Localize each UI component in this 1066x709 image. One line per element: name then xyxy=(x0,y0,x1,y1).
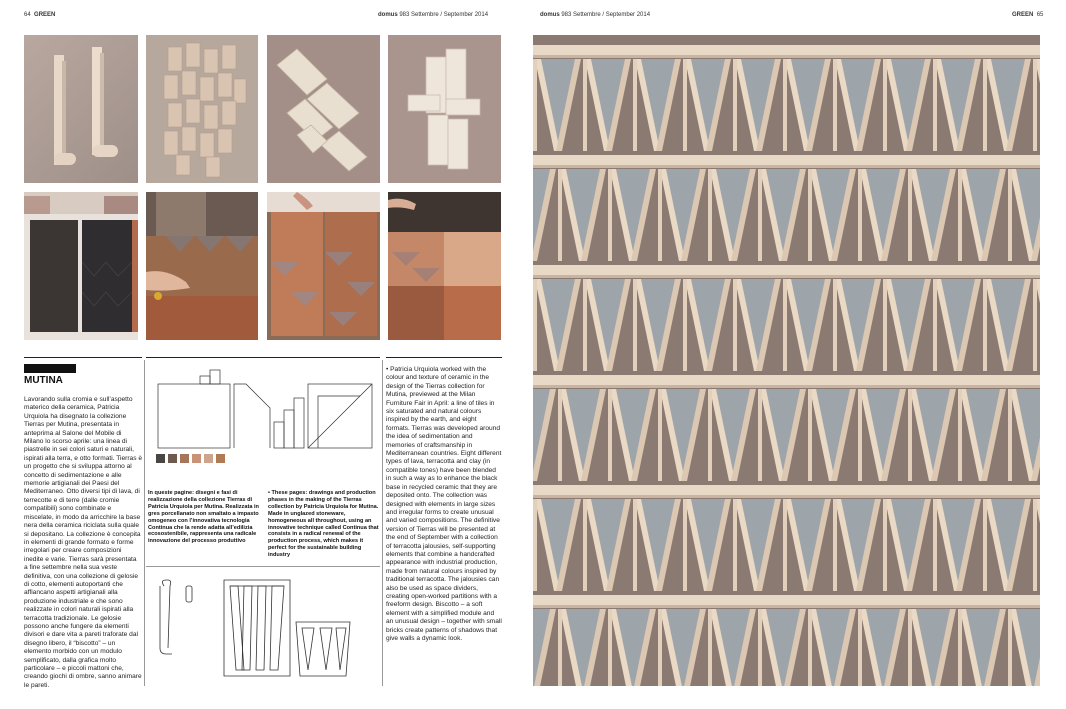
photo-jalousie-wall xyxy=(533,35,1040,686)
english-body-text: • Patricia Urquiola worked with the colour and texture of ceramic in the design of the Tierras collection for Mutina, previewed at the Milan Furniture Fair in April: a line of tiles in six saturated and natural colours inspired by the earth, and eight formats. Tierras was developed around the idea of sedimentation and memories of craftsmanship in Mediterranean countries. Eight different types of lava, terracotta and clay (in compatible tones) have been blended in such a way as to enhance the black base in recycled ceramic that they are deposited onto. The collection was designed with elements in large sizes and irregular forms to create unusual and varied compositions. The definitive version of Tierras will be presented at the end of September with a collection of terracotta jalousies, self-supporting elements that combine a handcrafted appearance with industrial production, made from natural colours inspired by traditional terracotta. The jalousies can also be used as space dividers, creating open-worked partitions with a freeform design. Biscotto – a soft element with a simplified module and an unusual design – together with small bricks create patterns of shadows that give walls a dynamic look. xyxy=(386,366,502,642)
right-page-header xyxy=(1012,12,1043,18)
color-swatch-3 xyxy=(180,454,189,463)
color-swatch-4 xyxy=(192,454,201,463)
column-divider-2 xyxy=(382,360,383,686)
caption-italian: In queste pagine: disegni e fasi di realizzazione della collezione Tierras di Patricia Urquiola per Mutina. Realizzata in gres porcellanato non smaltato a impasto omogeneo con l’innovativa tecnologia Continua che la rende adatta all’edilizia ecosostenibile, rappresenta una radicale innovazione del processo produttivo xyxy=(148,490,259,545)
photo-brick-wall xyxy=(146,35,258,183)
photo-dark-tiles xyxy=(24,192,138,340)
color-swatch-1 xyxy=(156,454,165,463)
photo-terracotta-tiles-hand xyxy=(146,192,258,340)
drawing-jalousie-elements xyxy=(150,572,376,684)
column-divider-1 xyxy=(144,360,145,686)
brand-heading: MUTINA xyxy=(24,375,63,386)
magazine-name-left: domus xyxy=(378,12,398,18)
rule-col3 xyxy=(386,357,502,358)
issue-info-left: 983 Settembre / September 2014 xyxy=(399,12,489,18)
rule-col1 xyxy=(24,357,142,358)
color-swatch-6 xyxy=(216,454,225,463)
color-swatch-2 xyxy=(168,454,177,463)
italian-body-text: Lavorando sulla cromia e sull’aspetto materico della ceramica, Patricia Urquiola ha disegnato la collezione Tierras per Mutina, presentata in anteprima al Salone del Mobile di Milano lo scorso aprile: una linea di piastrelle in sei colori saturi e naturali, ispirati alla terra, e otto formati. Tierras è un progetto che si sviluppa attorno al concetto di sedimentazione e alle memorie artigianali dei Paesi del Mediterraneo. Otto diversi tipi di lava, di terrecotte e di terre (dalle cromie compatibili) sono combinate e miscelate, in modo da arricchire la base nera della ceramica riciclata sulla quale si depositano. La collezione è concepita in elementi di grande formato e forme irregolari per creare composizioni inedite e varie. Tierras sarà presentata a fine settembre nella sua veste definitiva, con una collezione di gelosie di cotto, elementi autoportanti che affiancano aspetti artigianali alla produzione industriale e che sono realizzate in colori naturali ispirati alla terracotta tradizionale. Le gelosie possono anche fungere da elementi divisori e dare vita a pareti traforate dal disegno libero, il “biscotto” – un elemento morbido con un modulo semplificato, dalla grafica molto particolare – e piccoli mattoni che, creando giochi di ombre, sanno animare le pareti. xyxy=(24,396,142,689)
left-page-header xyxy=(24,12,55,18)
magazine-name-right: domus xyxy=(540,12,560,18)
brand-bar xyxy=(24,364,76,373)
left-section-label: GREEN xyxy=(34,12,56,18)
photo-stacked-blocks xyxy=(388,35,501,183)
issue-info-right: 983 Settembre / September 2014 xyxy=(561,12,651,18)
photo-geometric-tiles xyxy=(267,192,380,340)
photo-tile-pieces xyxy=(267,35,380,183)
left-issue-header xyxy=(378,12,488,18)
caption-english: • These pages: drawings and production phases in the making of the Tierras collection by Patricia Urquiola for Mutina. Made in unglazed stoneware, homogeneous all throughout, using an innovative technique called Continua that consists in a radical renewal of the production process, which makes it perfect for the sustainable building industry xyxy=(268,490,379,559)
photo-tile-samples xyxy=(388,192,501,340)
rule-caption xyxy=(146,566,380,567)
left-page-number: 64 xyxy=(24,12,31,18)
right-issue-header xyxy=(540,12,650,18)
drawing-tile-formats xyxy=(150,362,376,452)
right-page-number: 65 xyxy=(1036,12,1044,18)
rule-col2 xyxy=(146,357,380,358)
photo-clay-hooks xyxy=(24,35,138,183)
color-swatch-5 xyxy=(204,454,213,463)
right-section-label: GREEN xyxy=(1012,12,1034,18)
